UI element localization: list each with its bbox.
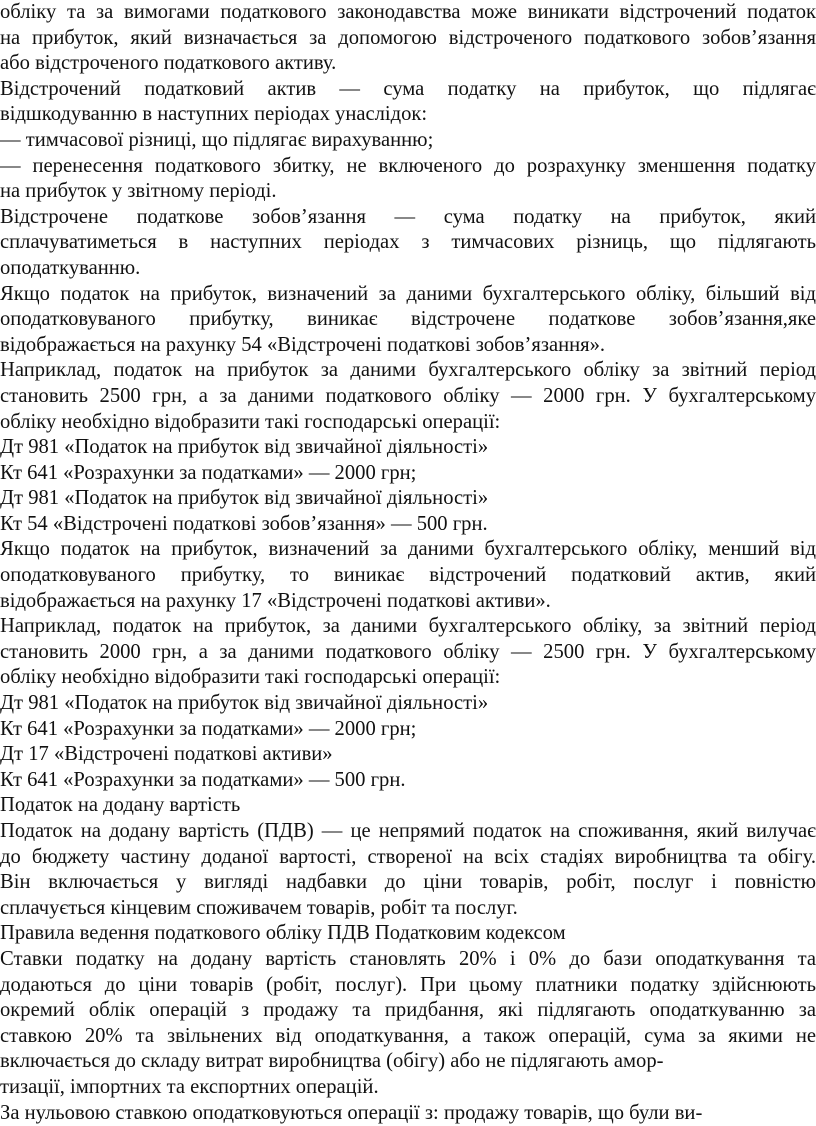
text-line: Дт 981 «Податок на прибуток від звичайної діяльності» [0, 487, 489, 510]
text-line: додаються до ціни товарів (робіт, послуг). При цьому платники податку здійснюють [0, 973, 816, 996]
text-line: — тимчасової різниці, що підлягає вирахуванню; [0, 128, 434, 151]
text-line: відображається на рахунку 17 «Відстрочені податкові активи». [0, 589, 551, 612]
text-line: Податок на додану вартість [0, 794, 241, 817]
text-line: Кт 641 «Розрахунки за податками» — 2000 грн; [0, 717, 417, 740]
text-line: Кт 54 «Відстрочені податкові зобов’язання» — 500 грн. [0, 512, 488, 535]
text-line: відшкодуванню в наступних періодах унаслідок: [0, 103, 428, 126]
text-line: Відстрочений податковий актив — сума податку на прибуток, що підлягає [0, 77, 816, 100]
text-line: — перенесення податкового збитку, не включеного до розрахунку зменшення податку [0, 154, 816, 177]
text-line: Ставки податку на додану вартість становлять 20% і 0% до бази оподаткування та [0, 947, 816, 970]
text-line: оподаткуванню. [0, 256, 141, 279]
text-line: обліку необхідно відобразити такі господарські операції: [0, 410, 501, 433]
text-line: оподатковуваного прибутку, то виникає відстрочений податковий актив, який [0, 564, 816, 587]
text-line: обліку необхідно відобразити такі господарські операції: [0, 666, 501, 689]
text-line: За нульовою ставкою оподатковуються операції з: продажу товарів, що були ви- [0, 1101, 703, 1124]
text-line: Кт 641 «Розрахунки за податками» — 2000 грн; [0, 461, 417, 484]
text-line: обліку та за вимогами податкового законодавства може виникати відстрочений податок [0, 1, 816, 23]
text-line: до бюджету частину доданої вартості, створеної на всіх стадіях виробництва та обігу. [0, 845, 816, 868]
text-line: Наприклад, податок на прибуток, за даними бухгалтерського обліку, за звітний період [0, 615, 816, 638]
text-line: Дт 17 «Відстрочені податкові активи» [0, 743, 333, 766]
text-line: або відстроченого податкового активу. [0, 52, 337, 75]
text-line: включається до складу витрат виробництва (обігу) або не підлягають амор- [0, 1050, 664, 1073]
text-line: тизації, імпортних та експортних операцій. [0, 1075, 379, 1098]
text-line: ставкою 20% та звільнених від оподаткування, а також операцій, сума за якими не [0, 1024, 816, 1047]
text-line: Наприклад, податок на прибуток за даними бухгалтерського обліку за звітний період [0, 359, 816, 382]
text-line: окремий облік операцій з продажу та придбання, які підлягають оподаткуванню за [0, 999, 816, 1022]
text-line: на прибуток у звітному періоді. [0, 180, 277, 203]
text-line: становить 2000 грн, а за даними податкового обліку — 2500 грн. У бухгалтерському [0, 640, 816, 663]
text-line: відображається на рахунку 54 «Відстрочені податкові зобов’язання». [0, 333, 606, 356]
text-line: Відстрочене податкове зобов’язання — сума податку на прибуток, який [0, 205, 816, 228]
text-line: Дт 981 «Податок на прибуток від звичайної діяльності» [0, 692, 489, 715]
text-line: становить 2500 грн, а за даними податкового обліку — 2000 грн. У бухгалтерському [0, 384, 816, 407]
text-line: Він включається у вигляді надбавки до ціни товарів, робіт, послуг і повністю [0, 871, 816, 894]
text-line: Якщо податок на прибуток, визначений за даними бухгалтерського обліку, менший від [0, 538, 816, 561]
text-line: Правила ведення податкового обліку ПДВ Податковим кодексом [0, 922, 566, 945]
text-line: сплачується кінцевим споживачем товарів, робіт та послуг. [0, 896, 518, 919]
text-line: оподатковуваного прибутку, виникає відстрочене податкове зобов’язання,яке [0, 308, 816, 331]
text-line: на прибуток, який визначається за допомогою відстроченого податкового зобов’язання [0, 26, 816, 49]
text-line: сплачуватиметься в наступних періодах з тимчасових різниць, що підлягають [0, 231, 816, 254]
text-line: Кт 641 «Розрахунки за податками» — 500 грн. [0, 768, 406, 791]
text-line: Якщо податок на прибуток, визначений за даними бухгалтерського обліку, більший від [0, 282, 816, 305]
text-line: Дт 981 «Податок на прибуток від звичайної діяльності» [0, 436, 489, 459]
text-line: Податок на додану вартість (ПДВ) — це непрямий податок на споживання, який вилучає [0, 820, 816, 842]
